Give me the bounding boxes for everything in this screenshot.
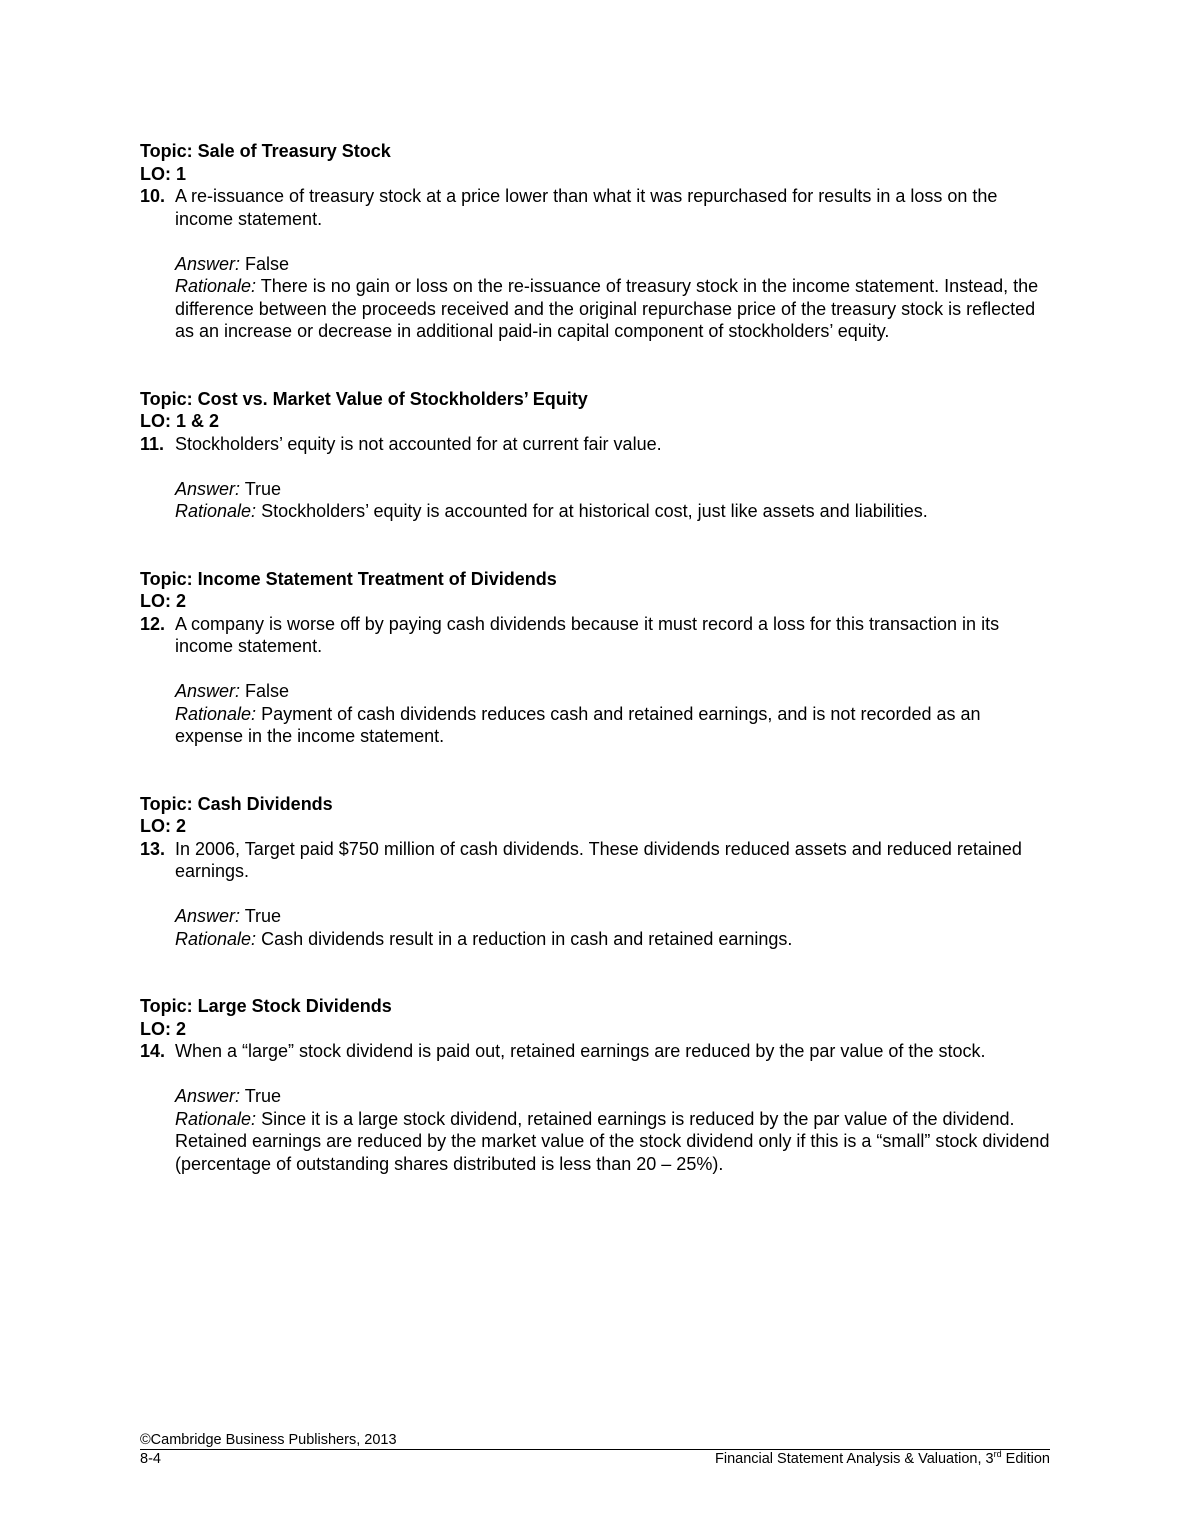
question-text: A company is worse off by paying cash dividends because it must record a loss for this transaction in its income statement. bbox=[175, 613, 1000, 656]
edition-superscript: rd bbox=[993, 1449, 1002, 1460]
topic-heading: Topic: Cost vs. Market Value of Stockholders’ Equity bbox=[140, 388, 588, 409]
question-block-12 bbox=[140, 568, 1050, 748]
footer-copyright: ©Cambridge Business Publishers, 2013 bbox=[140, 1432, 397, 1448]
rationale-label: Rationale: bbox=[175, 1108, 257, 1129]
answer-value: True bbox=[244, 478, 282, 499]
question bbox=[140, 185, 1050, 230]
answer-value: True bbox=[244, 906, 282, 926]
question-number: 10. bbox=[140, 186, 166, 206]
answer-line bbox=[175, 1085, 1050, 1108]
footer-page-number: 8-4 bbox=[140, 1451, 161, 1467]
rationale-line bbox=[175, 275, 1050, 343]
edition-suffix: Edition bbox=[1001, 1451, 1050, 1467]
rationale-label: Rationale: bbox=[175, 703, 257, 724]
question-text: Stockholders’ equity is not accounted for at current fair value. bbox=[175, 433, 662, 454]
question-text: A re-issuance of treasury stock at a price lower than what it was repurchased for results in a loss on the income statement. bbox=[175, 186, 998, 229]
answer-section bbox=[175, 1085, 1050, 1175]
footer-row bbox=[140, 1450, 1050, 1468]
rationale-text: Payment of cash dividends reduces cash and retained earnings, and is not recorded as an expense in the income statement. bbox=[175, 703, 981, 746]
learning-objective: LO: 2 bbox=[140, 591, 187, 611]
answer-section bbox=[175, 253, 1050, 343]
rationale-text: Stockholders’ equity is accounted for at historical cost, just like assets and liabilities. bbox=[261, 501, 928, 521]
answer-line bbox=[175, 478, 1050, 501]
topic-heading: Topic: Sale of Treasury Stock bbox=[140, 141, 391, 161]
rationale-label: Rationale: bbox=[175, 276, 257, 296]
question-block-11 bbox=[140, 388, 1050, 523]
rationale-label: Rationale: bbox=[175, 501, 257, 521]
topic-heading: Topic: Income Statement Treatment of Dividends bbox=[140, 568, 557, 589]
rationale-line bbox=[175, 500, 1050, 523]
answer-line bbox=[175, 253, 1050, 276]
learning-objective: LO: 1 & 2 bbox=[140, 411, 220, 431]
answer-label: Answer: bbox=[175, 253, 241, 274]
question-text: When a “large” stock dividend is paid out, retained earnings are reduced by the par value of the stock. bbox=[175, 1041, 986, 1061]
rationale-text: There is no gain or loss on the re-issuance of treasury stock in the income statement. Instead, the difference between the proceeds received and the original repurchase price of the treasury stock is reflected as an increase or decrease in additional paid-in capital component of stockholders’ equity. bbox=[175, 276, 1039, 341]
question-number: 14. bbox=[140, 1041, 166, 1061]
answer-value: False bbox=[245, 253, 290, 274]
question-block-13 bbox=[140, 793, 1050, 951]
answer-line bbox=[175, 905, 1050, 928]
topic-heading: Topic: Large Stock Dividends bbox=[140, 996, 392, 1016]
question-number: 12. bbox=[140, 613, 166, 634]
rationale-text: Cash dividends result in a reduction in cash and retained earnings. bbox=[261, 928, 793, 949]
rationale-line bbox=[175, 928, 1050, 951]
answer-section bbox=[175, 680, 1050, 748]
question-number: 13. bbox=[140, 838, 166, 859]
rationale-line bbox=[175, 703, 1050, 748]
rationale-label: Rationale: bbox=[175, 928, 257, 949]
question-block-14 bbox=[140, 995, 1050, 1175]
learning-objective: LO: 2 bbox=[140, 1018, 187, 1039]
answer-label: Answer: bbox=[175, 681, 241, 701]
answer-section bbox=[175, 478, 1050, 523]
question bbox=[140, 838, 1050, 883]
question bbox=[140, 613, 1050, 658]
answer-section bbox=[175, 905, 1050, 950]
answer-label: Answer: bbox=[175, 1086, 241, 1106]
question-text: In 2006, Target paid $750 million of cash dividends. These dividends reduced assets and reduced retained earnings. bbox=[175, 838, 1022, 881]
rationale-line bbox=[175, 1108, 1050, 1176]
answer-label: Answer: bbox=[175, 906, 241, 926]
answer-label: Answer: bbox=[175, 478, 241, 499]
answer-value: False bbox=[245, 681, 290, 701]
question-block-10 bbox=[140, 140, 1050, 343]
rationale-text: Since it is a large stock dividend, retained earnings is reduced by the par value of the dividend. Retained earnings are reduced by the market value of the stock dividend only if this is a “small” stock dividend (percentage of outstanding shares distributed is less than 20 – 25%). bbox=[175, 1108, 1050, 1174]
topic-heading: Topic: Cash Dividends bbox=[140, 793, 333, 814]
question bbox=[140, 1040, 1050, 1063]
answer-value: True bbox=[244, 1086, 282, 1106]
page-footer bbox=[140, 1431, 1050, 1468]
question-number: 11. bbox=[140, 433, 165, 454]
learning-objective: LO: 1 bbox=[140, 163, 187, 184]
book-title-text: Financial Statement Analysis & Valuation, 3 bbox=[715, 1451, 994, 1467]
answer-line bbox=[175, 680, 1050, 703]
question bbox=[140, 433, 1050, 456]
footer-book-title bbox=[715, 1450, 1050, 1468]
document-page bbox=[140, 140, 1050, 1220]
learning-objective: LO: 2 bbox=[140, 816, 187, 836]
